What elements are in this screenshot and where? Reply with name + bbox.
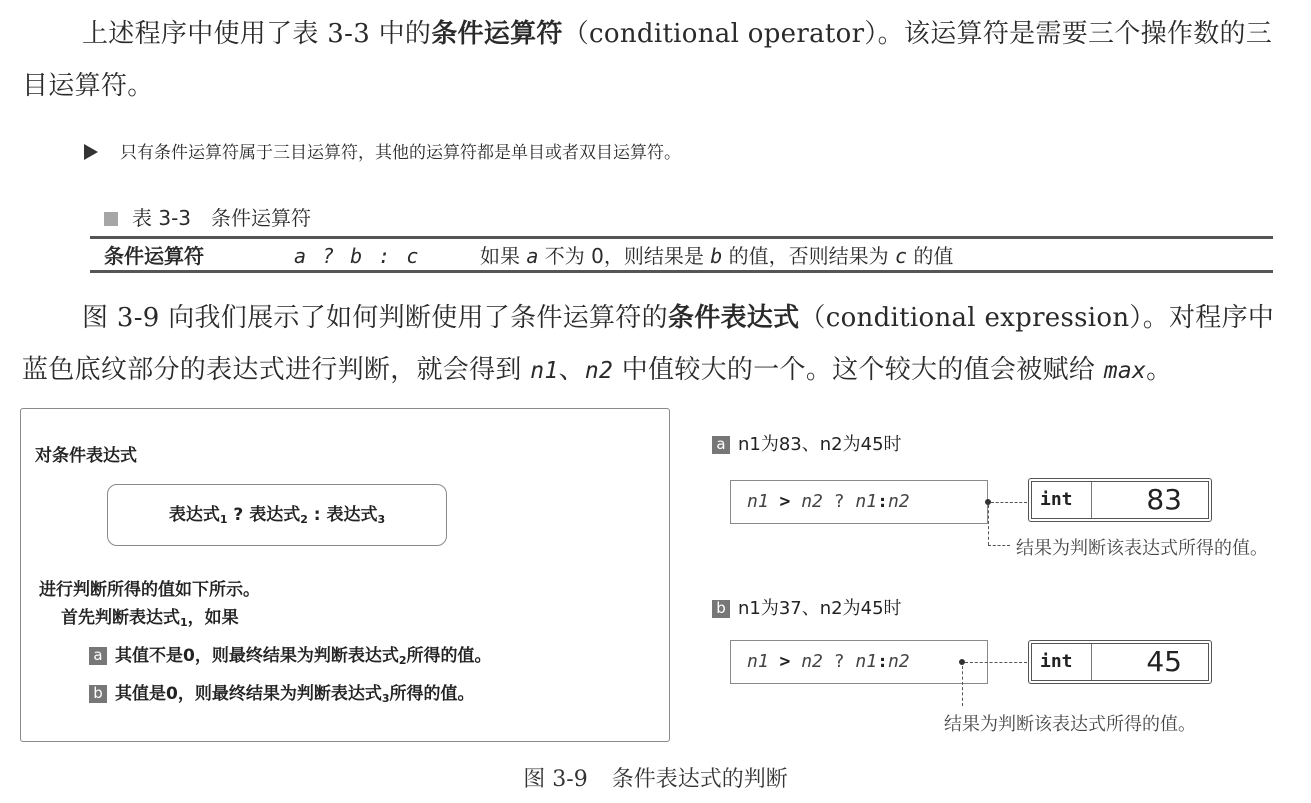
explanation-title: 对条件表达式: [35, 446, 137, 466]
tag-b-icon: b: [89, 685, 107, 703]
paragraph-figure-intro: [22, 292, 1292, 397]
desc-part: 的值，否则结果为: [722, 244, 895, 268]
case-a-code: [730, 480, 988, 524]
question-mark: ?: [227, 505, 250, 525]
table-caption: [104, 202, 311, 231]
term-conditional-expression: 条件表达式: [667, 303, 800, 333]
case-a-text: 其值不是0，则最终结果为判断表达式: [115, 646, 399, 666]
para2-text: 图 3-9 向我们展示了如何判断使用了条件运算符的: [82, 303, 668, 333]
explanation-line-2: [61, 603, 239, 629]
result-value: 45: [1146, 645, 1182, 678]
explanation-case-a: [89, 641, 491, 667]
connector-line: [991, 502, 1027, 503]
figure-number: 图 3-9: [523, 767, 588, 792]
line2-text: 首先判断表达式: [61, 608, 180, 628]
paragraph-intro: [22, 8, 1292, 112]
var-n2: n2: [584, 358, 614, 384]
figure-explanation-box: [20, 408, 670, 742]
para2-text-mid2: 中值较大的一个。这个较大的值会被赋给: [613, 355, 1104, 385]
operator-description: [480, 244, 953, 268]
code-n1: n1: [855, 651, 878, 672]
case-a-result-note: 结果为判断该表达式所得的值。: [1016, 538, 1268, 559]
case-b-heading: [712, 594, 902, 620]
code-n2: n2: [801, 651, 823, 672]
var-max: max: [1103, 358, 1147, 384]
result-type: int: [1032, 482, 1092, 518]
operator-name: 条件运算符: [104, 244, 204, 268]
desc-var-c: c: [894, 244, 908, 268]
para2-end: 。: [1146, 355, 1173, 385]
code-colon: :: [877, 491, 888, 512]
connector-line: [965, 662, 1027, 663]
desc-var-b: b: [710, 244, 723, 268]
case-b-heading-text: n1为37、n2为45时: [738, 598, 902, 619]
term-conditional-operator: 条件运算符: [431, 19, 563, 49]
subscript: 1: [180, 616, 188, 629]
tag-a-icon: a: [89, 647, 107, 665]
para2-sep: 、: [558, 355, 585, 385]
side-note: [84, 138, 681, 163]
desc-var-a: a: [526, 244, 539, 268]
subscript: 1: [219, 513, 228, 526]
code-colon: :: [877, 651, 888, 672]
subscript: 2: [398, 654, 407, 667]
expr-word: 表达式: [249, 505, 301, 525]
case-b-result-note: 结果为判断该表达式所得的值。: [944, 714, 1196, 735]
note-text: 只有条件运算符属于三目运算符，其他的运算符都是单目或者双目运算符。: [120, 143, 681, 163]
table-bottom-rule: [90, 270, 1273, 273]
desc-part: 如果: [480, 244, 527, 268]
explanation-case-b: [89, 679, 474, 705]
figure-title: 条件表达式的判断: [611, 767, 788, 792]
case-b-result-box: [1028, 640, 1212, 684]
operator-syntax: a ? b : c: [294, 244, 421, 268]
subscript: 3: [377, 513, 386, 526]
var-n1: n1: [530, 358, 559, 384]
result-type: int: [1032, 644, 1092, 680]
expr-word: 表达式: [168, 505, 220, 525]
code-n1: n1: [747, 651, 769, 672]
triangle-bullet-icon: [84, 144, 98, 160]
table-row: [104, 240, 953, 270]
case-b-code: [730, 640, 988, 684]
desc-part: 的值: [907, 244, 954, 268]
table-top-rule: [90, 236, 1273, 239]
table-title: 条件运算符: [211, 206, 312, 230]
case-b-text: 其值是0，则最终结果为判断表达式: [115, 684, 382, 704]
connector-line: [988, 505, 989, 545]
explanation-line-1: 进行判断所得的值如下所示。: [39, 580, 260, 600]
expression-template: [107, 484, 447, 546]
code-n2: n2: [887, 491, 910, 512]
connector-line: [988, 545, 1010, 546]
subscript: 3: [381, 692, 390, 705]
case-b-text-end: 所得的值。: [389, 684, 475, 704]
figure-caption: [0, 762, 1311, 793]
code-n2: n2: [887, 651, 910, 672]
code-gt: >: [768, 491, 802, 512]
line2-text-end: ，如果: [187, 608, 239, 628]
code-n1: n1: [747, 491, 769, 512]
code-n2: n2: [801, 491, 823, 512]
subscript: 2: [300, 513, 308, 526]
code-n1: n1: [855, 491, 878, 512]
result-value: 83: [1146, 483, 1182, 516]
case-a-heading-text: n1为83、n2为45时: [738, 434, 902, 455]
tag-a-icon: a: [712, 436, 730, 454]
code-gt: >: [768, 651, 802, 672]
table-number: 表 3-3: [132, 206, 192, 230]
square-bullet-icon: [104, 212, 118, 226]
expr-word: 表达式: [326, 505, 378, 525]
desc-part: 不为 0，则结果是: [538, 244, 711, 268]
para1-text-end: （conditional operator）。该运算符是需要三个操作数的三目运算符。: [22, 19, 1273, 101]
code-q: ?: [822, 491, 856, 512]
tag-b-icon: b: [712, 600, 730, 618]
para2-text-mid: （conditional expression）。对程序中蓝色底纹部分的表达式进行判断，就会得到: [22, 303, 1275, 385]
case-a-result-box: [1028, 478, 1212, 522]
connector-line: [962, 666, 963, 706]
code-q: ?: [822, 651, 856, 672]
para1-text: 上述程序中使用了表 3-3 中的: [82, 19, 432, 49]
colon: :: [307, 505, 327, 525]
case-a-heading: [712, 430, 902, 456]
case-a-text-end: 所得的值。: [406, 646, 492, 666]
